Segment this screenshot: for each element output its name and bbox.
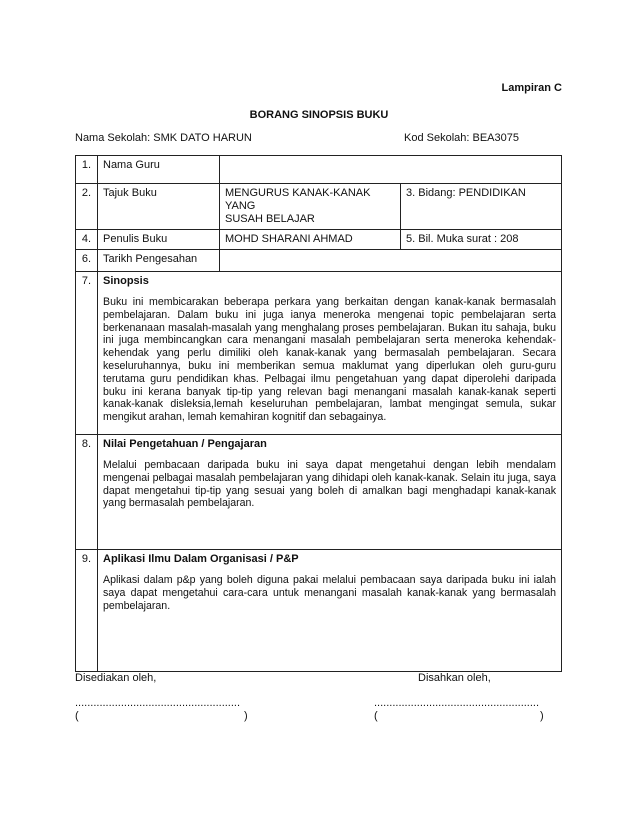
synopsis-cell bbox=[98, 272, 562, 435]
row-book-title bbox=[76, 184, 562, 230]
teacher-name-value bbox=[220, 156, 562, 184]
row-synopsis bbox=[76, 272, 562, 435]
row-author bbox=[76, 230, 562, 250]
synopsis-form-table bbox=[75, 155, 562, 672]
row-knowledge-value bbox=[76, 435, 562, 550]
synopsis-heading: Sinopsis bbox=[103, 275, 149, 287]
form-title: BORANG SINOPSIS BUKU bbox=[249, 109, 389, 121]
row-number: 1. bbox=[76, 156, 98, 184]
prepared-by-close-paren: ) bbox=[244, 710, 248, 722]
row-number: 9. bbox=[76, 550, 98, 672]
appendix-label: Lampiran C bbox=[501, 82, 562, 94]
prepared-by-label: Disediakan oleh, bbox=[75, 672, 157, 684]
row-number: 2. bbox=[76, 184, 98, 230]
book-title-line: MENGURUS KANAK-KANAK YANG bbox=[225, 187, 371, 212]
teacher-name-label: Nama Guru bbox=[98, 156, 220, 184]
school-name: Nama Sekolah: SMK DATO HARUN bbox=[75, 132, 252, 144]
book-title-label: Tajuk Buku bbox=[98, 184, 220, 230]
row-number: 6. bbox=[76, 250, 98, 272]
field-value: 3. Bidang: PENDIDIKAN bbox=[401, 184, 562, 230]
knowledge-application-text: Aplikasi dalam p&p yang boleh diguna pakai melalui pembacaan saya daripada buku ini ialah saya dapat mengetahui cara-cara untuk menangani masalah kanak-kanak yang bermasalah pembelajaran. bbox=[103, 574, 556, 612]
row-number: 4. bbox=[76, 230, 98, 250]
school-code: Kod Sekolah: BEA3075 bbox=[404, 132, 519, 144]
knowledge-application-cell bbox=[98, 550, 562, 672]
book-title-value bbox=[220, 184, 401, 230]
knowledge-value-text: Melalui pembacaan daripada buku ini saya dapat mengetahui dengan lebih mendalam mengenai pelbagai masalah pembelajaran yang dihidapi oleh kanak-kanak. Selain itu juga, saya dapat mengetahui tip-tip yang sesuai yang boleh di amalkan bagi menghadapi kanak-kanak yang bermasalah pembelajaran. bbox=[103, 459, 556, 510]
approved-by-label: Disahkan oleh, bbox=[418, 672, 491, 684]
approval-date-label: Tarikh Pengesahan bbox=[98, 250, 220, 272]
approval-date-value bbox=[220, 250, 562, 272]
author-label: Penulis Buku bbox=[98, 230, 220, 250]
row-approval-date bbox=[76, 250, 562, 272]
page-count-value: 5. Bil. Muka surat : 208 bbox=[401, 230, 562, 250]
approved-by-close-paren: ) bbox=[540, 710, 544, 722]
prepared-by-open-paren: ( bbox=[75, 710, 79, 722]
approved-by-signature-line: ...................................................... bbox=[374, 697, 540, 709]
approved-by-open-paren: ( bbox=[374, 710, 378, 722]
prepared-by-signature-line: ...................................................... bbox=[75, 697, 241, 709]
row-number: 8. bbox=[76, 435, 98, 550]
knowledge-application-heading: Aplikasi Ilmu Dalam Organisasi / P&P bbox=[103, 553, 299, 565]
row-knowledge-application bbox=[76, 550, 562, 672]
author-value: MOHD SHARANI AHMAD bbox=[220, 230, 401, 250]
knowledge-value-heading: Nilai Pengetahuan / Pengajaran bbox=[103, 438, 267, 450]
synopsis-text: Buku ini membicarakan beberapa perkara yang berkaitan dengan kanak-kanak bermasalah pembelajaran. Dalam buku ini juga ianya meneroka mengenai topic pembelajaran serta berkenanaan masalah-masalah yang menghalang proses pembelajaran. Bukan itu sahaja, buku ini juga membincangkan cara menangani masalah pembelajaran serta meneroka kehendak-kehendak yang perlu dimiliki oleh kanak-kanak yang bermasalah pembelajaran. Secara keseluruhannya, buku ini memberikan semua maklumat yang diperlukan oleh guru-guru terutama guru pendidikan khas. Pelbagai ilmu pengetahuan yang dapat diperolehi daripada buku ini kerana banyak tip-tip yang relevan bagi menangani masalah kanak-kanak seperti kanak-kanak disleksia,lemah keseluruhan pembelajaran, lambat mengingat semula, sukar mengikut arahan, lemah kemahiran kognitif dan sebagainya. bbox=[103, 296, 556, 424]
knowledge-value-cell bbox=[98, 435, 562, 550]
row-number: 7. bbox=[76, 272, 98, 435]
row-teacher-name bbox=[76, 156, 562, 184]
book-title-line: SUSAH BELAJAR bbox=[225, 213, 315, 225]
